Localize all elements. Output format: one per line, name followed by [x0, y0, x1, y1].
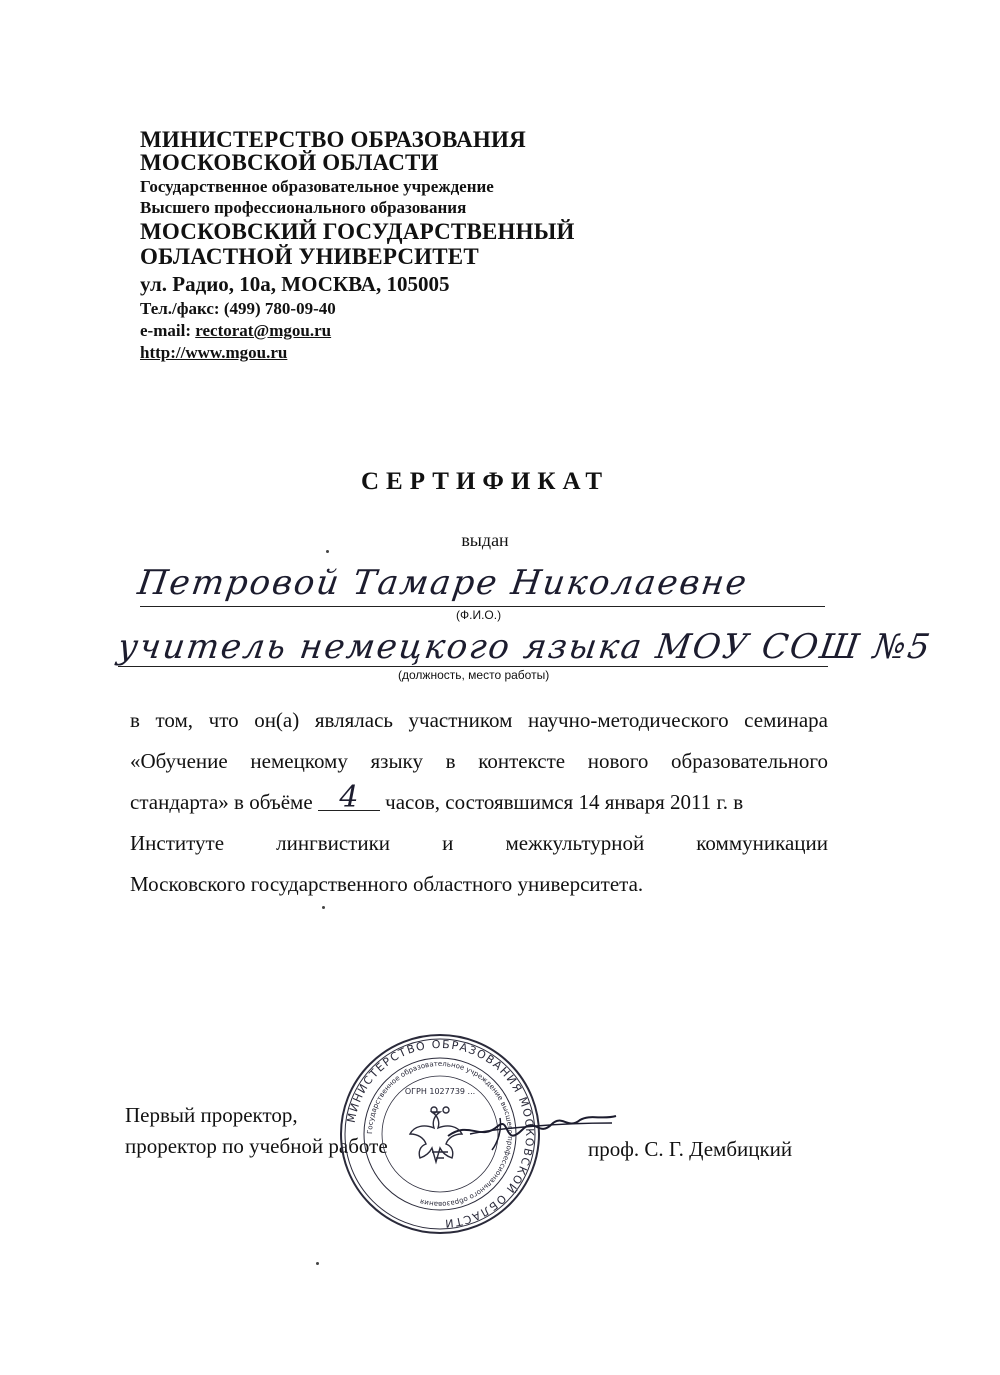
email-link[interactable]: rectorat@mgou.ru	[195, 321, 332, 340]
body-line-1: в том, что он(а) являлась участником научно-методического семинара	[130, 708, 828, 732]
email-label: e-mail:	[140, 321, 196, 340]
seal-ogrn-text: ОГРН 1027739 ...	[404, 1087, 476, 1096]
certificate-body	[130, 700, 828, 905]
body-line-3-before: стандарта» в объёме	[130, 790, 318, 814]
body-line-3	[130, 782, 828, 823]
body-line-2: «Обучение немецкому языку в контексте нового образовательного	[130, 749, 828, 773]
signatory-title-line-1: Первый проректор,	[125, 1103, 298, 1127]
institution-type-line-2: Высшего профессионального образования	[140, 198, 467, 217]
website-link[interactable]: http://www.mgou.ru	[140, 343, 288, 362]
position-caption: (должность, место работы)	[398, 668, 550, 682]
signatory-title-line-2: проректор по учебной работе	[125, 1134, 388, 1158]
scan-speck	[316, 1262, 319, 1265]
signatory-name: проф. С. Г. Дембицкий	[588, 1137, 793, 1161]
name-line	[140, 606, 825, 607]
seal-outer-text: МИНИСТЕРСТВО ОБРАЗОВАНИЯ МОСКОВСКОЙ ОБЛАСТИ	[344, 1037, 537, 1231]
ministry-line-1: МИНИСТЕРСТВО ОБРАЗОВАНИЯ	[140, 127, 526, 152]
signature-scribble	[440, 1090, 620, 1160]
letterhead	[140, 128, 700, 361]
email-row	[140, 322, 700, 339]
recipient-name-handwritten: Петровой Тамаре Николаевне	[135, 563, 751, 603]
position-line	[118, 666, 828, 667]
address: ул. Радио, 10а, МОСКВА, 105005	[140, 272, 450, 296]
phone: Тел./факс: (499) 780-09-40	[140, 299, 336, 318]
body-line-5: Московского государственного областного университета.	[130, 872, 644, 896]
issued-label: выдан	[461, 530, 509, 550]
position-handwritten: учитель немецкого языка МОУ СОШ №5	[115, 627, 935, 667]
institution-type-line-1: Государственное образовательное учреждение	[140, 177, 494, 196]
university-line-2: ОБЛАСТНОЙ УНИВЕРСИТЕТ	[140, 244, 479, 269]
body-line-3-after: часов, состоявшимся 14 января 2011 г. в	[379, 790, 744, 814]
seal-inner-text: Государственное образовательное учреждение высшего профессионального образования	[365, 1059, 515, 1209]
university-line-1: МОСКОВСКИЙ ГОСУДАРСТВЕННЫЙ	[140, 219, 575, 244]
name-caption: (Ф.И.О.)	[456, 608, 502, 622]
hours-handwritten: 4	[318, 786, 380, 811]
scan-speck	[322, 906, 325, 909]
ministry-line-2: МОСКОВСКОЙ ОБЛАСТИ	[140, 150, 439, 175]
body-line-4: Институте лингвистики и межкультурной коммуникации	[130, 831, 828, 855]
scan-speck	[326, 550, 329, 553]
certificate-title: СЕРТИФИКАТ	[360, 468, 609, 495]
